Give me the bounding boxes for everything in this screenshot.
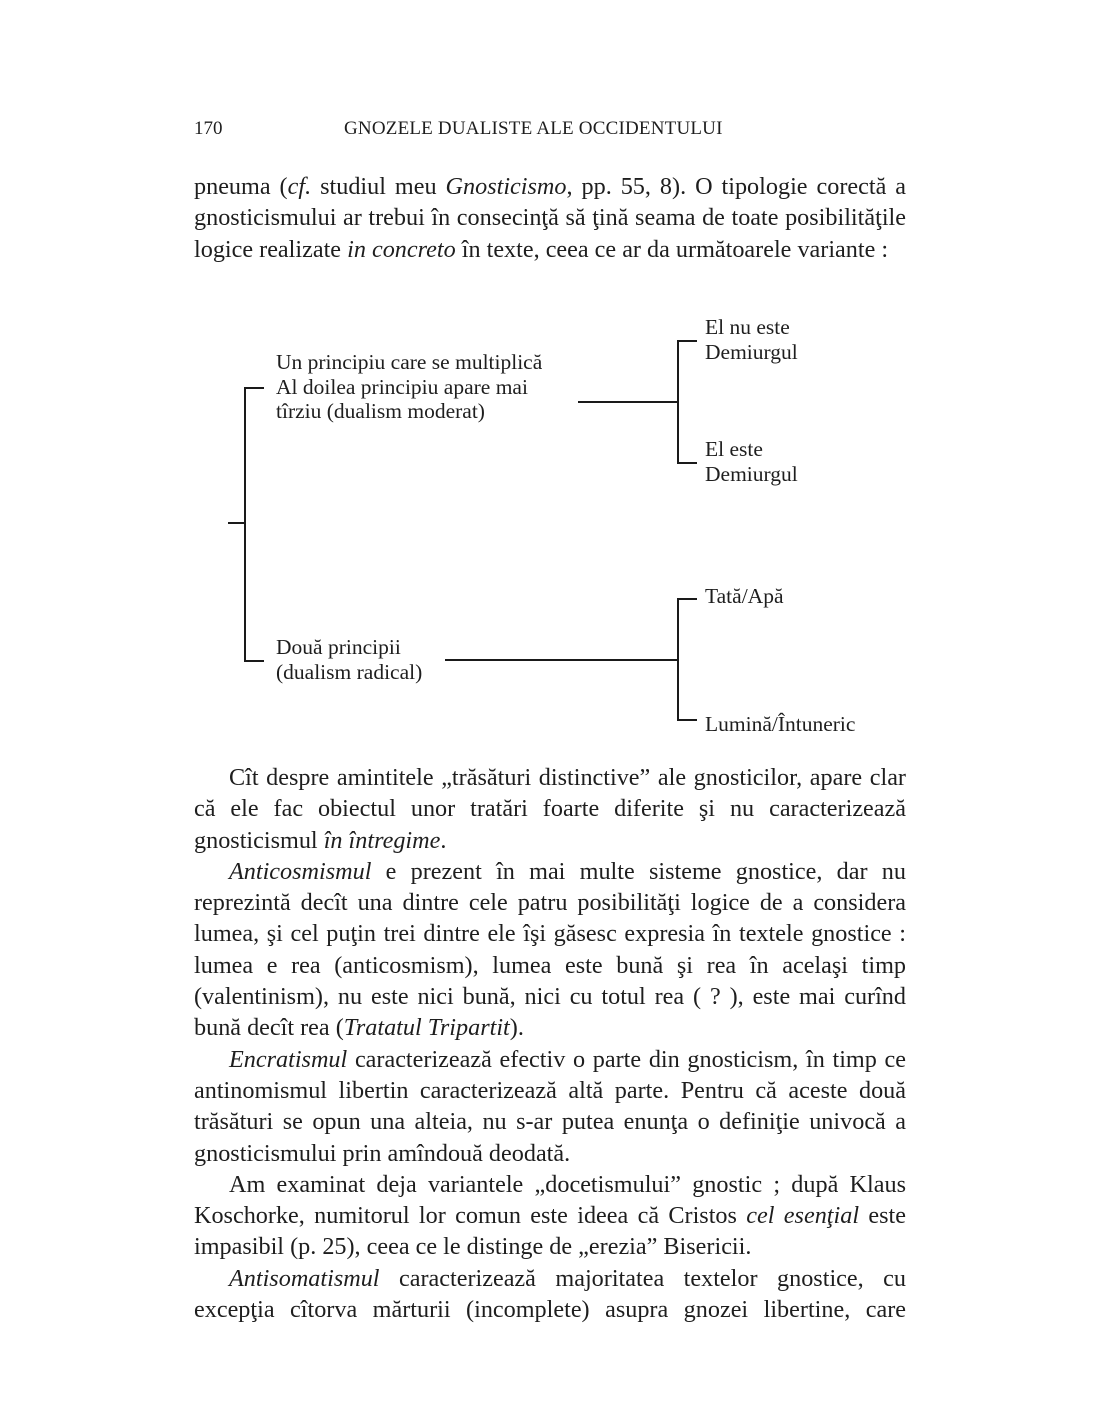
leaf-upper-2 xyxy=(705,437,798,486)
leaf-line: Lumină/Întuneric xyxy=(705,712,856,736)
main-bracket-bottom-tick xyxy=(244,660,264,662)
page-number: 170 xyxy=(194,118,223,139)
paragraph-1 xyxy=(194,762,906,856)
lower-sub-bracket-top-tick xyxy=(677,598,697,600)
branch-lower-line: Două principii xyxy=(276,635,401,659)
upper-connector xyxy=(578,401,679,403)
text: este impasibil (p. 25), ceea ce le distinge de „erezia” Bisericii. xyxy=(194,1202,906,1261)
leaf-line: Demiurgul xyxy=(705,461,798,486)
paragraph-4 xyxy=(194,1169,906,1263)
italic-text: in concreto xyxy=(347,235,456,263)
main-bracket-top-tick xyxy=(244,387,264,389)
text: pneuma ( xyxy=(194,173,288,200)
upper-sub-bracket-top-tick xyxy=(677,340,697,342)
upper-sub-bracket-vertical xyxy=(677,340,679,464)
branch-lower-label xyxy=(276,635,422,684)
italic-text: Tratatul Tripartit xyxy=(343,1014,510,1042)
text: caracterizează efectiv o parte din gnosticism, în timp ce antinomismul libertin caracterizează altă parte. Pentru că aceste două trăsături se opun una alteia, nu s-ar putea enunţa o definiţie univocă a gnosticismului prin amîndouă deodată. xyxy=(194,1045,906,1167)
leaf-lower-2 xyxy=(705,712,855,737)
intro-paragraph xyxy=(194,171,906,265)
running-header xyxy=(194,118,906,144)
leaf-line: El nu este xyxy=(705,315,790,339)
main-bracket-vertical xyxy=(244,387,246,662)
text: în texte, ceea ce ar da următoarele variante : xyxy=(455,235,889,263)
italic-text: Antisomatismul xyxy=(229,1264,380,1292)
text: , pp. 55, 8). O tipologie corectă a gnosticismului ar trebui în consecinţă să ţină seama de toate posibilităţile logice realizate xyxy=(194,173,907,263)
leaf-line: Demiurgul xyxy=(705,339,798,364)
branch-upper-label xyxy=(276,350,542,424)
text: e prezent în mai multe sisteme gnostice, dar nu reprezintă decît una dintre cele patru posibilităţi logice de a considera lumea, şi cel puţin trei dintre ele îşi găsesc expresia în textele gnostice : lumea e rea (anticosmism), lumea este bună şi rea în acelaşi timp (valentinism), nu este nici bună, nici cu totul rea ( ? ), este mai curînd bună decît rea ( xyxy=(194,857,906,1042)
upper-sub-bracket-bottom-tick xyxy=(677,462,697,464)
paragraph-2 xyxy=(194,856,906,1044)
text: Am examinat deja variantele „docetismului” gnostic ; după Klaus Koschorke, numitorul lor comun este ideea că Cristos xyxy=(194,1170,906,1230)
italic-text: Anticosmismul xyxy=(229,857,372,885)
lower-sub-bracket-vertical xyxy=(677,598,679,721)
leaf-upper-1 xyxy=(705,315,798,364)
body-text xyxy=(194,762,906,1325)
branch-upper-line: tîrziu (dualism moderat) xyxy=(276,399,485,423)
lower-connector xyxy=(445,659,679,661)
branch-upper-line: Un principiu care se multiplică xyxy=(276,350,543,374)
italic-text: în întregime xyxy=(323,826,441,854)
paragraph-3 xyxy=(194,1044,906,1169)
text: ). xyxy=(509,1014,524,1042)
running-title: GNOZELE DUALISTE ALE OCCIDENTULUI xyxy=(344,118,723,139)
leaf-line: Tată/Apă xyxy=(705,584,784,608)
text: Cît despre amintitele „trăsături distinctive” ale gnosticilor, apare clar că ele fac obiectul unor tratări foarte diferite şi nu caracterizează gnosticismul xyxy=(194,764,906,854)
leaf-line: El este xyxy=(705,437,763,461)
lower-sub-bracket-bottom-tick xyxy=(677,719,697,721)
italic-text: cel esenţial xyxy=(746,1202,860,1230)
branch-lower-line: (dualism radical) xyxy=(276,659,423,684)
branch-upper-line: Al doilea principiu apare mai xyxy=(276,374,528,399)
paragraph-5 xyxy=(194,1263,906,1326)
italic-text: Encratismul xyxy=(229,1045,348,1073)
italic-text: Gnosticismo xyxy=(445,173,567,200)
leaf-lower-1 xyxy=(705,584,783,609)
text: caracterizează majoritatea textelor gnostice, cu excepţia cîtorva mărturii (incomplete) asupra gnozei libertine, care xyxy=(194,1264,906,1324)
italic-text: cf. xyxy=(287,173,312,200)
text: . xyxy=(440,826,447,854)
text: studiul meu xyxy=(311,173,446,200)
